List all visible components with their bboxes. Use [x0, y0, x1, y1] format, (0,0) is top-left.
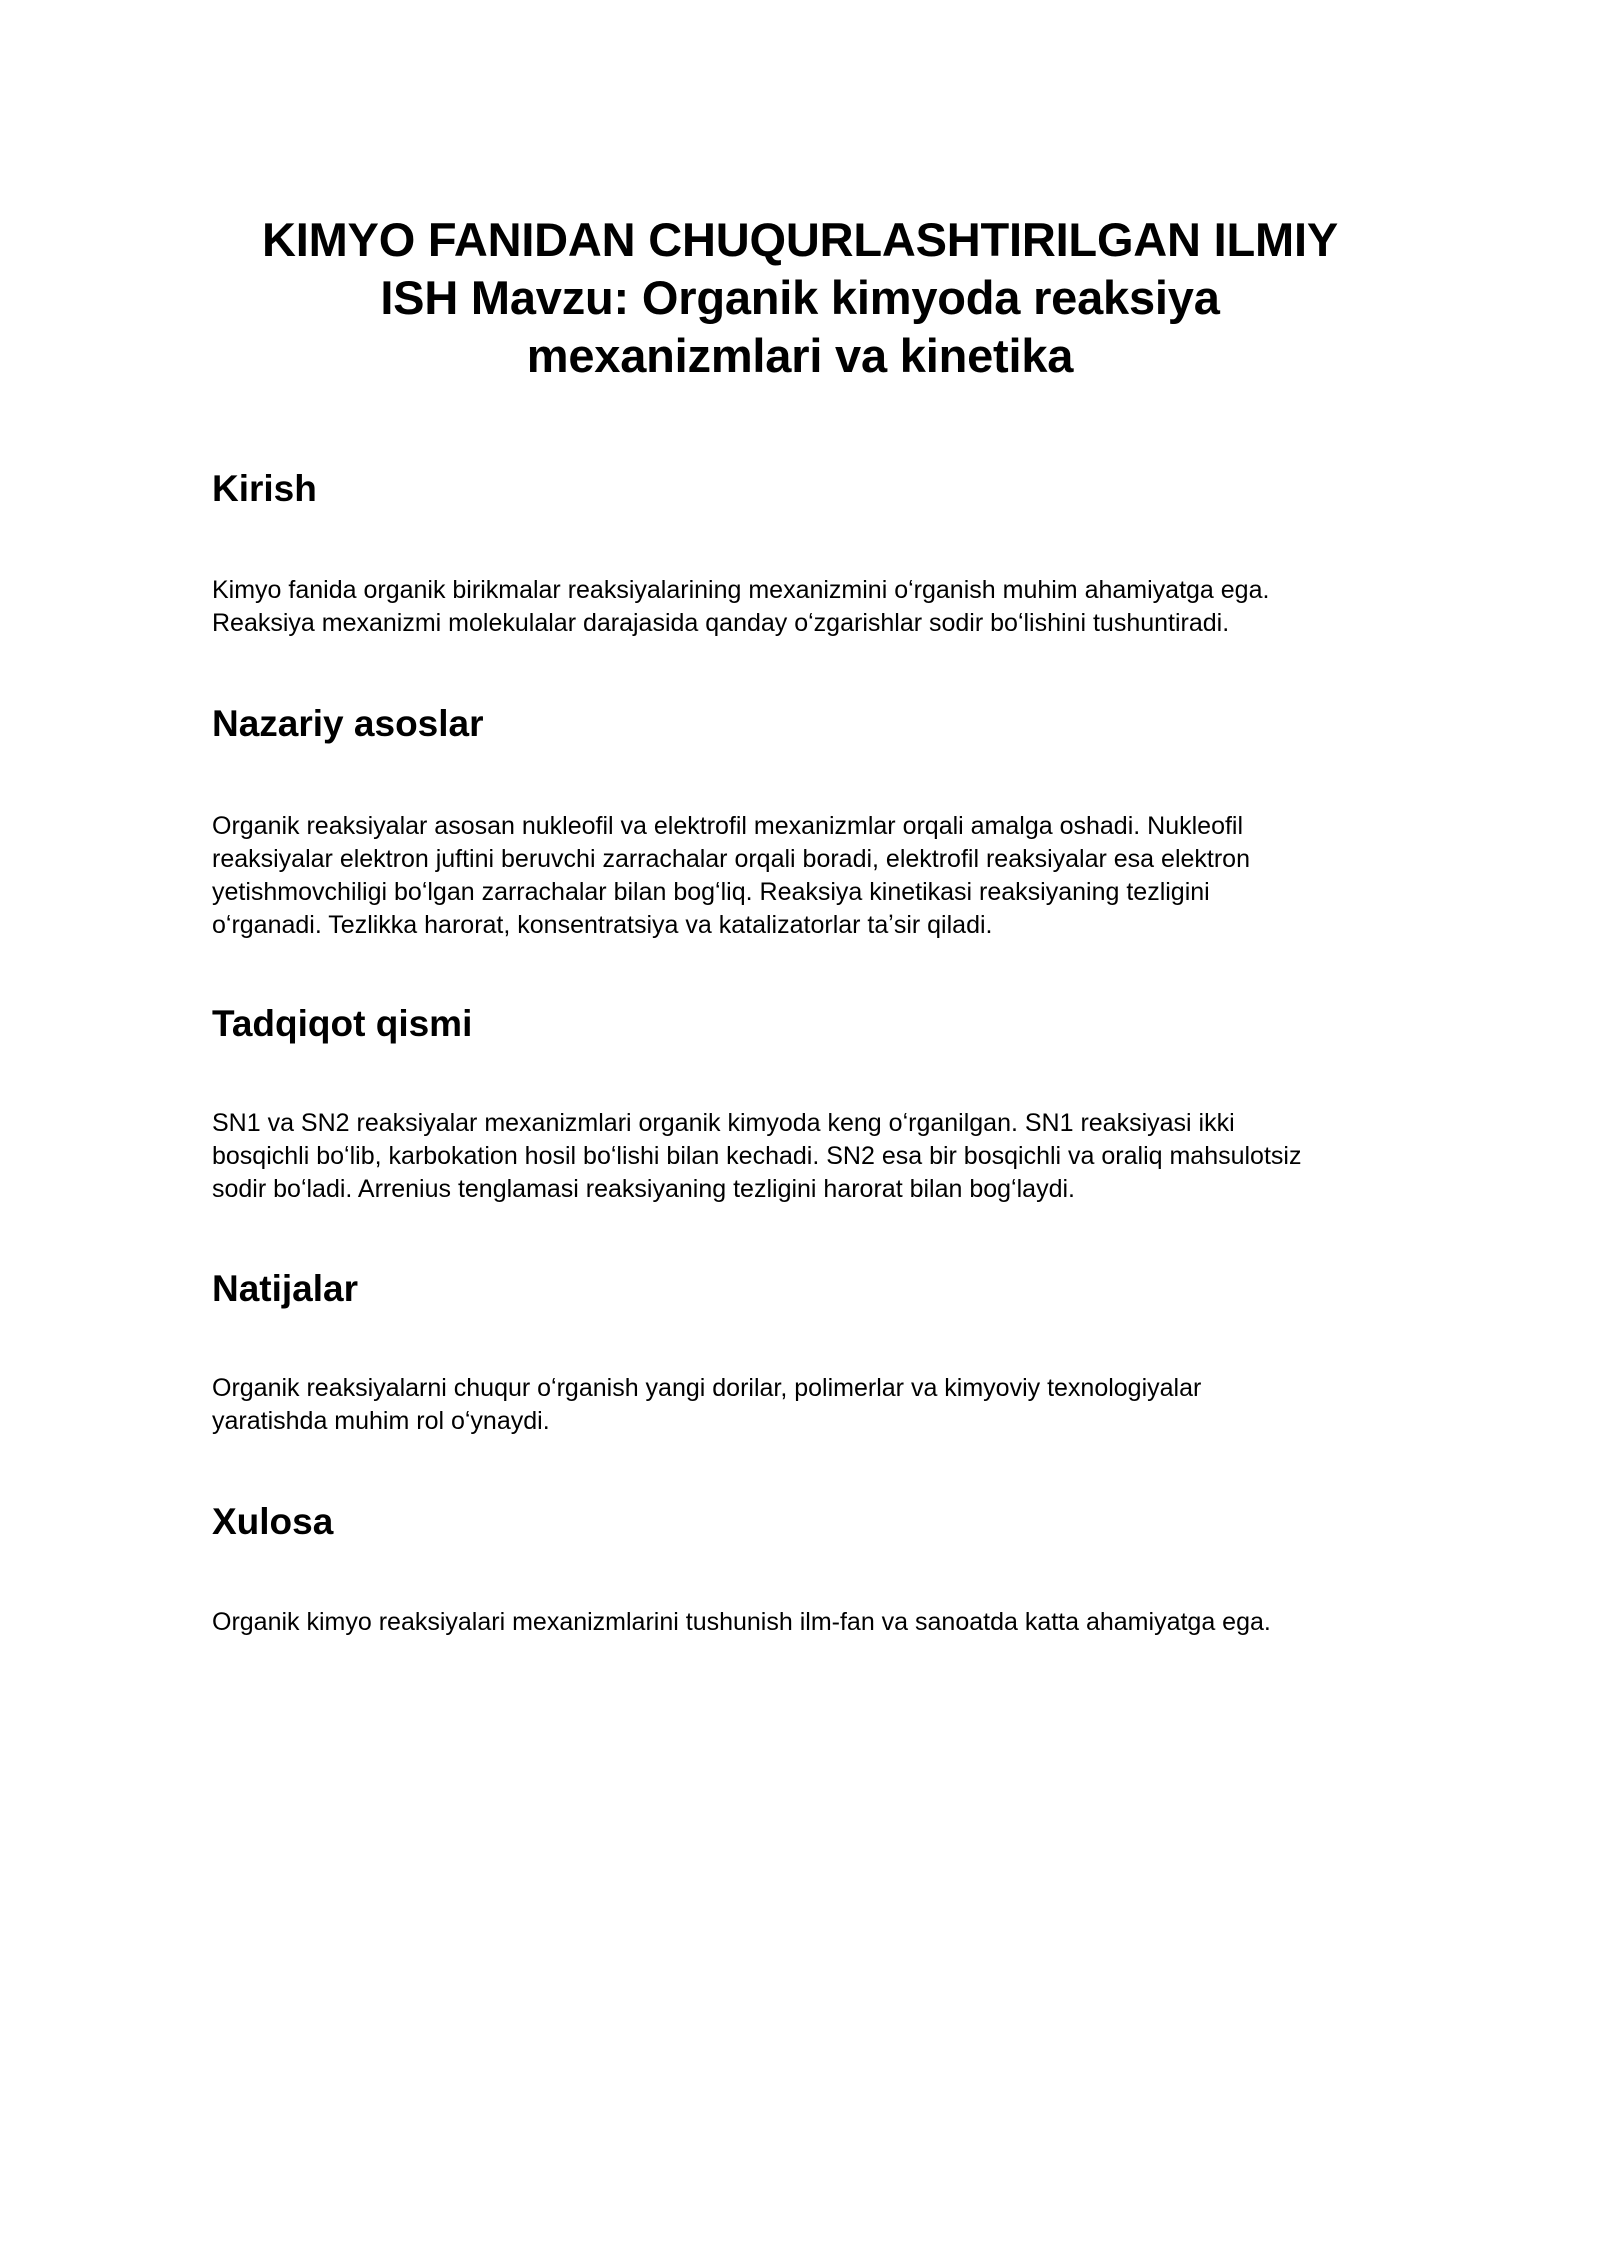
- paragraph-line: reaksiyalar elektron juftini beruvchi zarrachalar orqali boradi, elektrofil reaksiyalar esa elektron: [212, 845, 1250, 873]
- title-line: ISH Mavzu: Organik kimyoda reaksiya: [380, 271, 1220, 324]
- section-paragraph-nazariy-asoslar: [212, 810, 1250, 942]
- paragraph-line: Organik reaksiyalarni chuqur oʻrganish yangi dorilar, polimerlar va kimyoviy texnologiyalar: [212, 1374, 1202, 1402]
- section-heading-natijalar: Natijalar: [212, 1268, 359, 1309]
- section-paragraph-xulosa: [212, 1606, 1271, 1639]
- title-line: mexanizmlari va kinetika: [526, 329, 1074, 382]
- section-heading-kirish: Kirish: [212, 468, 317, 509]
- section-paragraph-tadqiqot-qismi: [212, 1107, 1301, 1206]
- paragraph-line: yaratishda muhim rol oʻynaydi.: [212, 1407, 550, 1435]
- section-paragraph-natijalar: [212, 1372, 1201, 1438]
- paragraph-line: sodir boʻladi. Arrenius tenglamasi reaksiyaning tezligini harorat bilan bogʻlaydi.: [212, 1175, 1075, 1203]
- section-heading-xulosa: Xulosa: [212, 1501, 334, 1542]
- title-line: KIMYO FANIDAN CHUQURLASHTIRILGAN ILMIY: [262, 213, 1338, 266]
- paragraph-line: Organik reaksiyalar asosan nukleofil va elektrofil mexanizmlar orqali amalga oshadi. Nukleofil: [212, 812, 1244, 840]
- paragraph-line: SN1 va SN2 reaksiyalar mexanizmlari organik kimyoda keng oʻrganilgan. SN1 reaksiyasi ikki: [212, 1109, 1235, 1137]
- section-paragraph-kirish: [212, 574, 1269, 640]
- paragraph-line: yetishmovchiligi boʻlgan zarrachalar bilan bogʻliq. Reaksiya kinetikasi reaksiyaning tezligini: [212, 878, 1210, 906]
- section-heading-tadqiqot-qismi: Tadqiqot qismi: [212, 1003, 473, 1044]
- paragraph-line: Organik kimyo reaksiyalari mexanizmlarini tushunish ilm-fan va sanoatda katta ahamiyatga ega.: [212, 1608, 1271, 1636]
- paragraph-line: oʻrganadi. Tezlikka harorat, konsentratsiya va katalizatorlar taʼsir qiladi.: [212, 911, 993, 939]
- section-heading-nazariy-asoslar: Nazariy asoslar: [212, 703, 484, 744]
- paragraph-line: Reaksiya mexanizmi molekulalar darajasida qanday oʻzgarishlar sodir boʻlishini tushuntiradi.: [212, 609, 1230, 637]
- paragraph-line: Kimyo fanida organik birikmalar reaksiyalarining mexanizmini oʻrganish muhim ahamiyatga ega.: [212, 576, 1270, 604]
- document-title: [230, 211, 1370, 385]
- paragraph-line: bosqichli boʻlib, karbokation hosil boʻlishi bilan kechadi. SN2 esa bir bosqichli va oraliq mahsulotsiz: [212, 1142, 1302, 1170]
